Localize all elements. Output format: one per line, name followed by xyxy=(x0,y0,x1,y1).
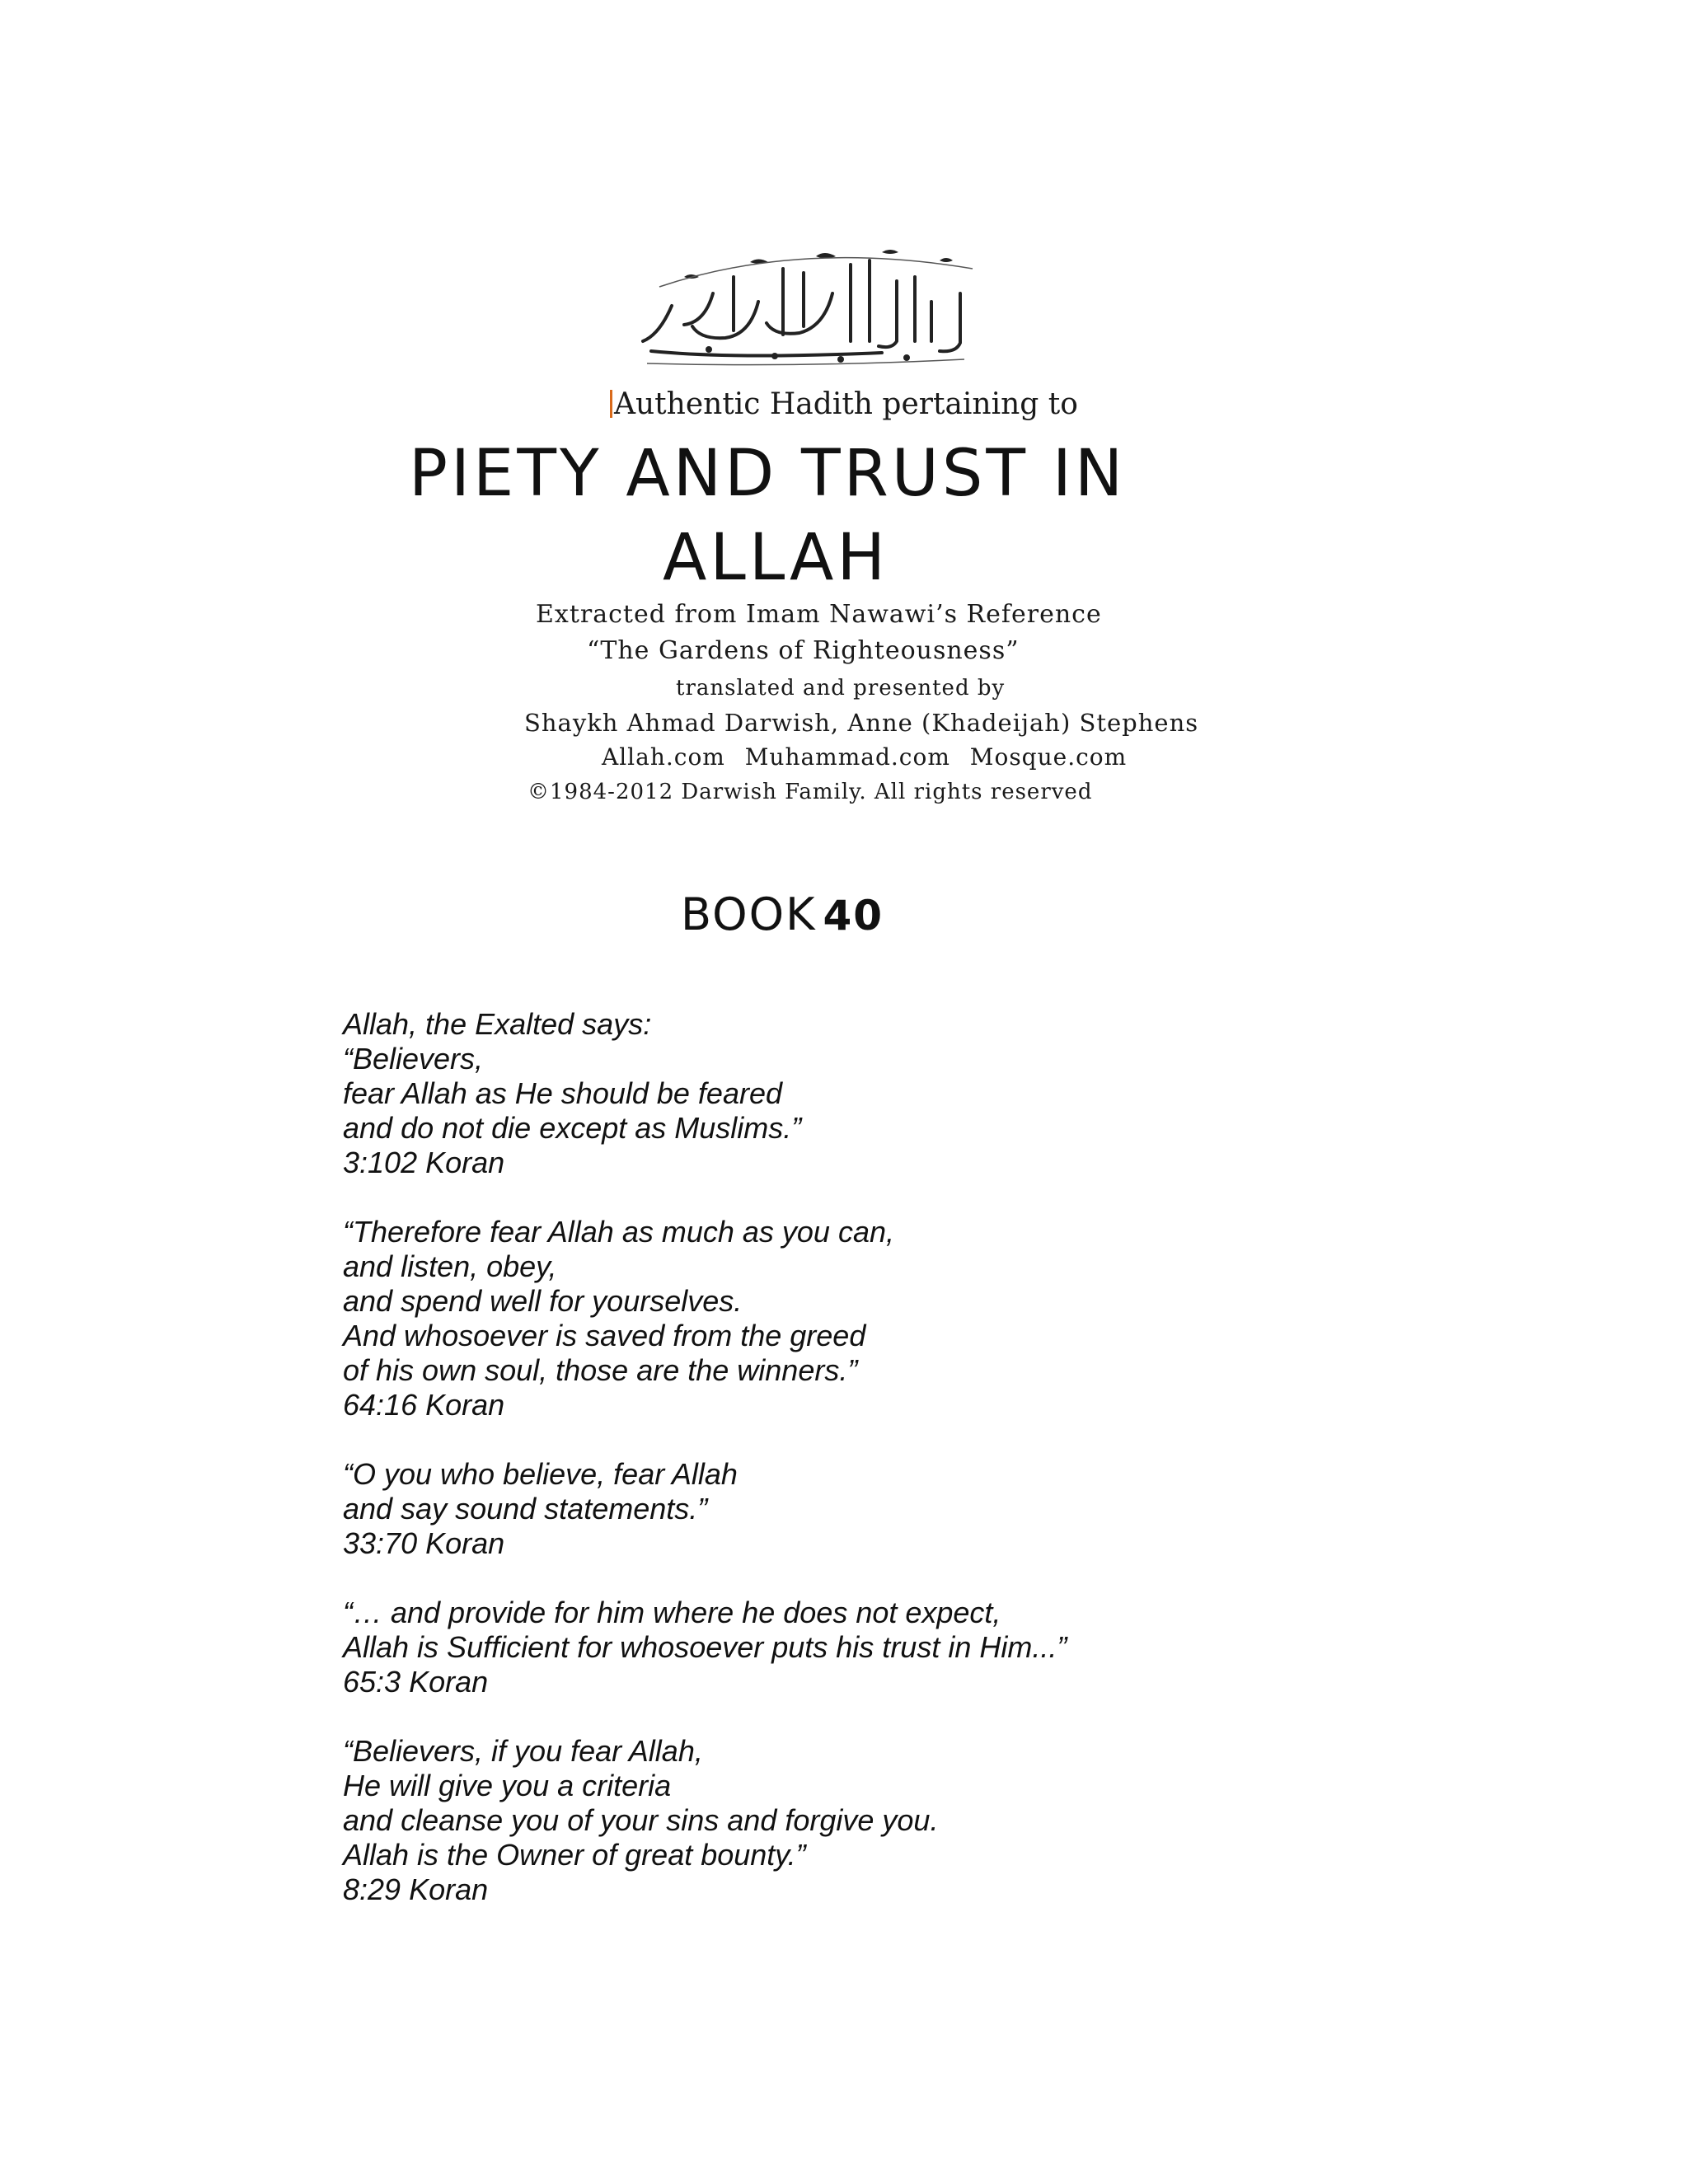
translated-by: translated and presented by xyxy=(676,676,1006,701)
verse-line: of his own soul, those are the winners.” xyxy=(343,1353,858,1387)
verse-line: Allah, the Exalted says: xyxy=(343,1007,652,1041)
verse-block xyxy=(343,1596,1414,1699)
verse-line: and spend well for yourselves. xyxy=(343,1284,743,1318)
verse-line: and cleanse you of your sins and forgive you. xyxy=(343,1803,939,1837)
source-title: “The Gardens of Righteousness” xyxy=(587,636,1020,665)
verse-block xyxy=(343,1457,1414,1561)
verse-line: fear Allah as He should be feared xyxy=(343,1076,783,1110)
document-title-line-1: PIETY AND TRUST IN xyxy=(409,437,1127,511)
verse-block xyxy=(343,1007,1414,1180)
verse-line: “… and provide for him where he does not expect, xyxy=(343,1596,1001,1629)
verse-reference: 64:16 Koran xyxy=(343,1388,505,1422)
authors: Shaykh Ahmad Darwish, Anne (Khadeijah) Stephens xyxy=(524,709,1199,737)
subtitle-text: Authentic Hadith pertaining to xyxy=(614,387,1078,421)
subtitle xyxy=(610,387,1104,421)
extracted-from: Extracted from Imam Nawawi’s Reference xyxy=(536,600,1102,629)
book-heading xyxy=(681,888,884,940)
verse-line: Allah is the Owner of great bounty.” xyxy=(343,1838,806,1872)
verse-line: “O you who believe, fear Allah xyxy=(343,1457,738,1491)
websites: Allah.com Muhammad.com Mosque.com xyxy=(602,743,1128,771)
verse-reference: 33:70 Koran xyxy=(343,1526,505,1560)
verse-line: “Believers, if you fear Allah, xyxy=(343,1734,703,1768)
book-number: 40 xyxy=(823,892,884,940)
verse-block xyxy=(343,1734,1414,1907)
verses-section xyxy=(343,1007,1414,1942)
text-cursor-mark xyxy=(610,390,612,418)
verse-line: and do not die except as Muslims.” xyxy=(343,1111,802,1145)
copyright: ©1984-2012 Darwish Family. All rights reserved xyxy=(528,780,1093,804)
book-label: BOOK xyxy=(681,888,817,940)
verse-line: and listen, obey, xyxy=(343,1249,557,1283)
verse-reference: 3:102 Koran xyxy=(343,1146,505,1179)
verse-reference: 65:3 Koran xyxy=(343,1665,489,1699)
verse-reference: 8:29 Koran xyxy=(343,1872,489,1906)
document-title-line-2: ALLAH xyxy=(663,521,889,595)
verse-line: Allah is Sufficient for whosoever puts his trust in Him...” xyxy=(343,1630,1067,1664)
verse-line: And whosoever is saved from the greed xyxy=(343,1319,866,1352)
verse-line: and say sound statements.” xyxy=(343,1492,708,1526)
verse-line: “Therefore fear Allah as much as you can, xyxy=(343,1215,894,1249)
verse-line: “Believers, xyxy=(343,1042,484,1076)
verse-line: He will give you a criteria xyxy=(343,1769,672,1802)
verse-block xyxy=(343,1215,1414,1422)
bismillah-calligraphy-icon xyxy=(635,244,981,368)
